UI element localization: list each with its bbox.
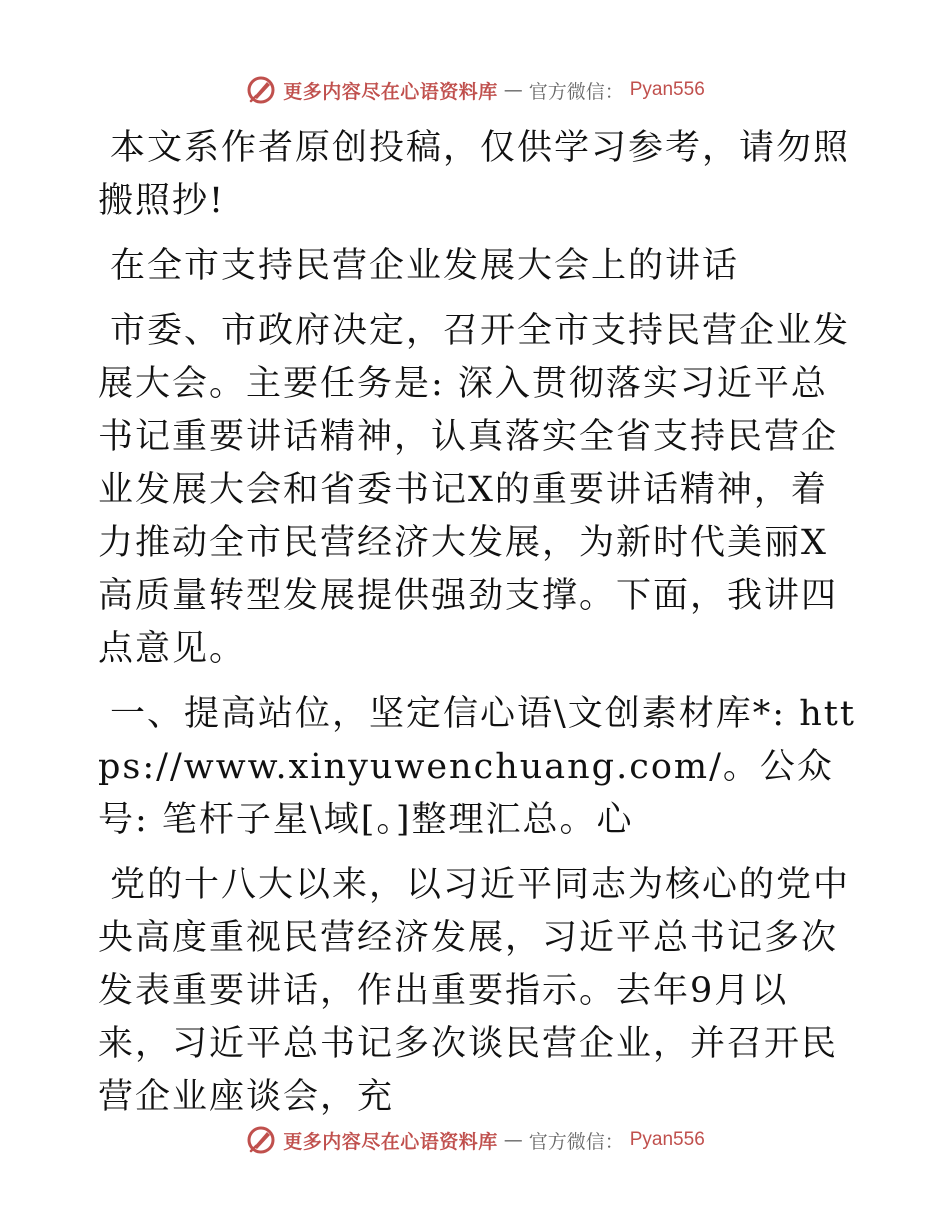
copyright-notice: 本文系作者原创投稿，仅供学习参考，请勿照搬照抄!	[98, 128, 851, 221]
quill-pen-logo-icon	[245, 74, 277, 106]
body-paragraph: 党的十八大以来，以习近平同志为核心的党中央高度重视民营经济发展，习近平总书记多次发表重要讲话，作出重要指示。去年9月以来，习近平总书记多次谈民营企业，并召开民营企业座谈会，充	[98, 865, 851, 1117]
banner-official-label: 官方微信：	[528, 1130, 624, 1153]
banner-wechat-id: Pyan556	[629, 1129, 705, 1150]
header-banner	[0, 70, 950, 110]
banner-wechat-id: Pyan556	[629, 79, 705, 100]
footer-banner	[0, 1120, 950, 1160]
quill-pen-logo-icon	[245, 1124, 277, 1156]
document-body	[98, 122, 858, 1124]
speech-title: 在全市支持民营企业发展大会上的讲话	[110, 246, 740, 286]
section-heading: 一、提高站位，坚定信心语\文创素材库*: https://www.xinyuwenchuang.com/。公众号: 笔杆子星\域[。]整理汇总。心	[98, 694, 856, 840]
banner-separator: —	[503, 79, 523, 101]
banner-brand-text: 更多内容尽在心语资料库	[283, 80, 498, 103]
intro-paragraph: 市委、市政府决定，召开全市支持民营企业发展大会。主要任务是: 深入贯彻落实习近平总书记重要讲话精神，认真落实全省支持民营企业发展大会和省委书记X的重要讲话精神，着力推动全市民营经济大发展，为新时代美丽X高质量转型发展提供强劲支撑。下面，我讲四点意见。	[98, 311, 851, 669]
banner-official-label: 官方微信：	[528, 80, 624, 103]
banner-separator: —	[503, 1129, 523, 1151]
banner-brand-text: 更多内容尽在心语资料库	[283, 1130, 498, 1153]
